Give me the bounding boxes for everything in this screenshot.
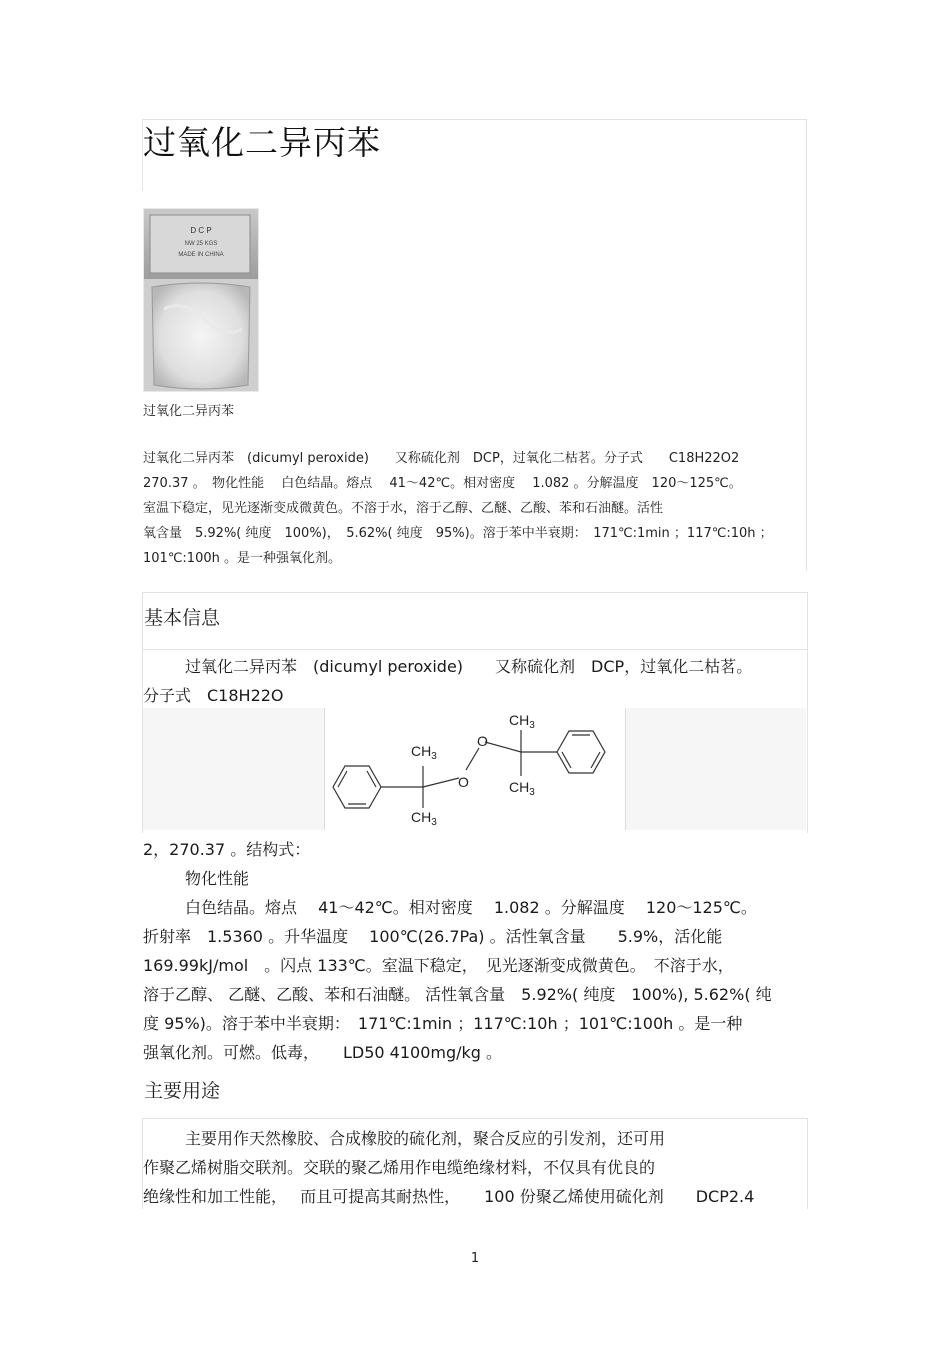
product-photo: [143, 208, 259, 392]
intro-line: 氧含量 5.92%( 纯度 100%)， 5.62%( 纯度 95%)。溶于苯中半衰期： 171℃:1min ；117℃:10h ；: [143, 526, 773, 541]
dicumyl-peroxide-structure: [325, 708, 625, 830]
basic-info-line: 分子式 C18H22O: [143, 686, 284, 705]
basic-info-line: 过氧化二异丙苯 (dicumyl peroxide) 又称硫化剂 DCP，过氧化二枯茗。: [185, 657, 753, 676]
section-title-basic-info: 基本信息: [144, 607, 221, 629]
methyl-label: $CH_3$: [411, 809, 437, 828]
basic-info-text: [143, 652, 811, 710]
properties-line: 169.99kJ/mol 。闪点 133℃。室温下稳定， 见光逐渐变成微黄色。 不溶于水，: [143, 956, 734, 975]
intro-line: 270.37 。 物化性能 白色结晶。熔点 41～42℃。相对密度 1.082 。分解温度 120～125℃。: [143, 476, 742, 491]
oxygen-label: O: [458, 774, 469, 790]
properties-line: 溶于乙醇、 乙醚、乙酸、苯和石油醚。 活性氧含量 5.92%( 纯度 100%), 5.62%( 纯: [143, 985, 772, 1004]
properties-line: 白色结晶。熔点 41～42℃。相对密度 1.082 。分解温度 120～125℃。: [185, 898, 757, 917]
section-title-main-uses: 主要用途: [144, 1080, 221, 1102]
intro-paragraph: [143, 446, 807, 571]
main-uses-line: 主要用作天然橡胶、合成橡胶的硫化剂，聚合反应的引发剂，还可用: [185, 1129, 666, 1148]
main-uses-line: 作聚乙烯树脂交联剂。交联的聚乙烯用作电缆绝缘材料，不仅具有优良的: [143, 1158, 656, 1177]
structural-formula: [324, 708, 626, 830]
bag-label-line2: NW 25 KGS: [184, 241, 218, 247]
intro-line: 101℃:100h 。是一种强氧化剂。: [143, 551, 341, 566]
properties-line: 2，270.37 。结构式：: [143, 840, 311, 859]
main-uses-line: 绝缘性和加工性能， 而且可提高其耐热性， 100 份聚乙烯使用硫化剂 DCP2.4: [143, 1187, 755, 1206]
dcp-bag-image: [144, 209, 258, 391]
oxygen-label: O: [477, 733, 488, 749]
properties-line: 强氧化剂。可燃。低毒， LD50 4100mg/kg 。: [143, 1043, 503, 1062]
divider: [142, 649, 807, 650]
properties-text: [143, 835, 811, 1067]
properties-heading: 物化性能: [185, 869, 250, 888]
bag-label-line1: D C P: [190, 226, 212, 235]
intro-line: 室温下稳定，见光逐渐变成微黄色。不溶于水，溶于乙醇、乙醚、乙酸、苯和石油醚。活性: [143, 501, 664, 516]
methyl-label: $CH_3$: [411, 743, 437, 762]
properties-line: 折射率 1.5360 。升华温度 100℃(26.7Pa) 。活性氧含量 5.9%，活化能: [143, 927, 723, 946]
methyl-label: $CH_3$: [509, 712, 535, 731]
methyl-label: $CH_3$: [509, 779, 535, 798]
properties-line: 度 95%)。溶于苯中半衰期： 171℃:1min ；117℃:10h ；101℃:100h 。是一种: [143, 1014, 743, 1033]
page-number: 1: [470, 1251, 480, 1266]
main-uses-text: [143, 1124, 811, 1211]
intro-line: 过氧化二异丙苯 (dicumyl peroxide) 又称硫化剂 DCP，过氧化二枯茗。分子式 C18H22O2: [143, 451, 740, 466]
bag-label-line3: MADE IN CHINA: [178, 252, 224, 258]
page-title: 过氧化二异丙苯: [143, 123, 381, 162]
photo-caption: 过氧化二异丙苯: [143, 404, 235, 419]
